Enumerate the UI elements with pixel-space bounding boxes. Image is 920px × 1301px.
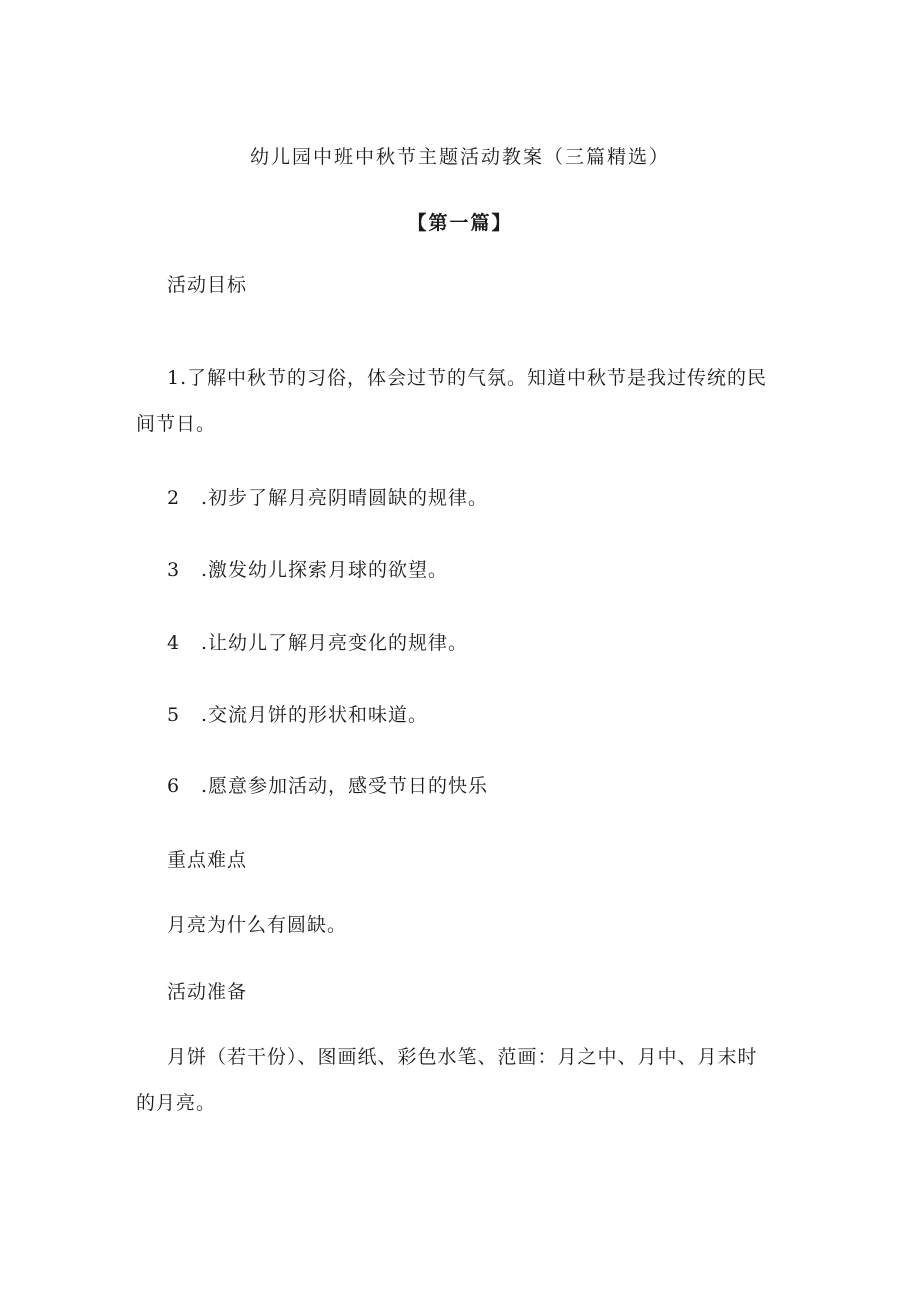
goal-item-4 bbox=[167, 631, 468, 655]
key-points-text: 月亮为什么有圆缺。 bbox=[167, 914, 348, 936]
goal-item-5 bbox=[167, 703, 428, 727]
heading-goals: 活动目标 bbox=[167, 274, 248, 296]
goal-text: 了解中秋节的习俗，体会过节的气氛。知道中秋节是我过传统的民 bbox=[187, 367, 768, 389]
goal-text: .初步了解月亮阴晴圆缺的规律。 bbox=[201, 487, 489, 509]
goal-number: 2 bbox=[167, 487, 181, 509]
heading-preparation: 活动准备 bbox=[167, 981, 248, 1003]
goal-item-2 bbox=[167, 486, 488, 510]
goal-item-3 bbox=[167, 558, 448, 582]
goal-number: 3 bbox=[167, 559, 181, 581]
goal-item-1-continued: 间节日。 bbox=[136, 413, 217, 435]
goal-item-6 bbox=[167, 774, 488, 798]
goal-text: .让幼儿了解月亮变化的规律。 bbox=[201, 632, 469, 654]
preparation-text: 月饼（若干份）、图画纸、彩色水笔、范画：月之中、月中、月末时 bbox=[167, 1046, 758, 1068]
goal-item-1 bbox=[167, 366, 767, 390]
goal-number: 6 bbox=[167, 775, 181, 797]
goal-text: .愿意参加活动，感受节日的快乐 bbox=[201, 775, 489, 797]
section-label: 【第一篇】 bbox=[407, 212, 513, 234]
heading-key-points: 重点难点 bbox=[167, 849, 248, 871]
goal-number: 1. bbox=[167, 367, 188, 389]
goal-number: 5 bbox=[167, 704, 181, 726]
goal-text: .交流月饼的形状和味道。 bbox=[201, 704, 429, 726]
goal-text: .激发幼儿探索月球的欲望。 bbox=[201, 559, 449, 581]
document-title: 幼儿园中班中秋节主题活动教案（三篇精选） bbox=[249, 146, 670, 168]
preparation-text-continued: 的月亮。 bbox=[136, 1092, 217, 1114]
goal-number: 4 bbox=[167, 632, 181, 654]
